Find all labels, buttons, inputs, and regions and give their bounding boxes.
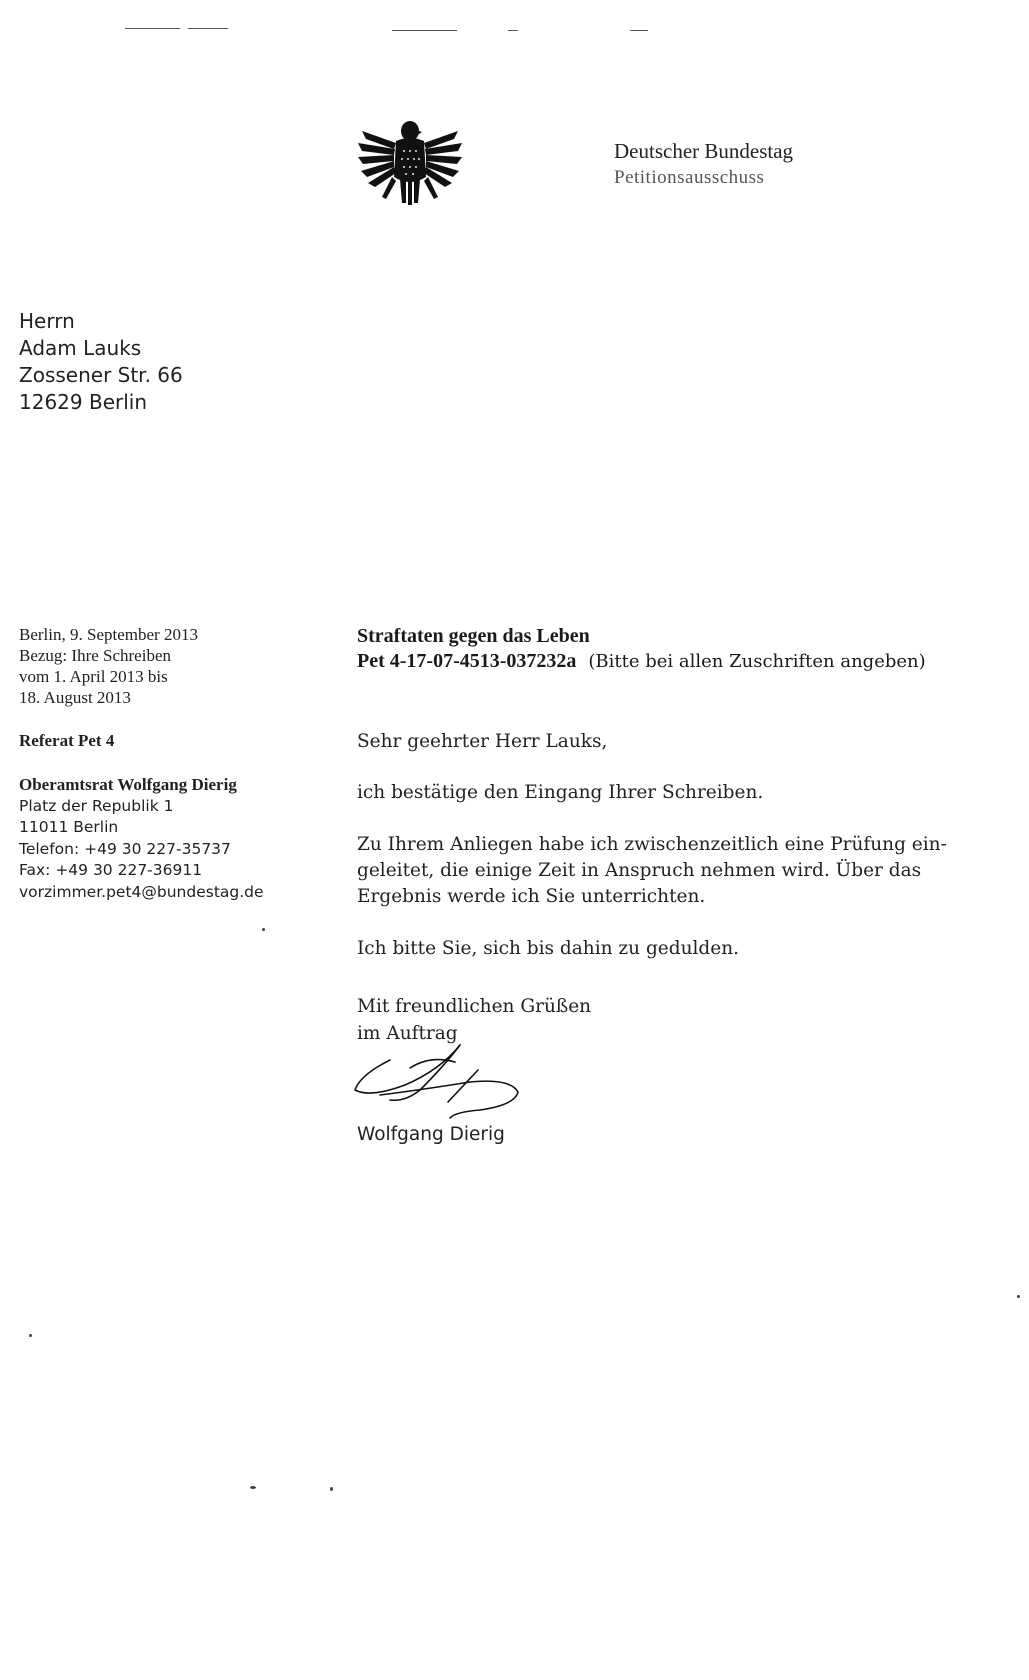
scan-artifact-line [188, 28, 228, 29]
scan-speck [1017, 1295, 1020, 1298]
letter-subject [357, 624, 926, 674]
reference-line: vom 1. April 2013 bis [19, 667, 168, 686]
sender-official: Oberamtsrat Wolfgang Dierig [19, 775, 237, 794]
scan-artifact-line [508, 30, 518, 31]
federal-eagle-logo [356, 117, 464, 207]
letter-closing [357, 993, 591, 1047]
body-line: geleitet, die einige Zeit in Anspruch nehmen wird. Über das [357, 860, 922, 881]
scan-speck [250, 1486, 256, 1489]
scan-artifact-line [630, 30, 648, 31]
department-name: Petitionsausschuss [614, 167, 765, 188]
sender-city: 11011 Berlin [19, 818, 119, 836]
reference-note: (Bitte bei allen Zuschriften angeben) [588, 651, 926, 672]
body-line: Zu Ihrem Anliegen habe ich zwischenzeitlich eine Prüfung ein- [357, 834, 947, 855]
handwritten-signature [350, 1040, 540, 1125]
scan-speck [330, 1487, 333, 1491]
letter-body [357, 729, 1007, 988]
body-paragraph [357, 832, 1007, 910]
date-line: Berlin, 9. September 2013 [19, 625, 198, 644]
body-salutation: Sehr geehrter Herr Lauks, [357, 731, 608, 752]
scan-artifact-line [392, 30, 457, 31]
closing-greeting: Mit freundlichen Grüßen [357, 996, 592, 1017]
sender-email[interactable]: vorzimmer.pet4@bundestag.de [19, 882, 264, 901]
petition-number: Pet 4-17-07-4513-037232a [357, 650, 577, 672]
sender-phone: Telefon: +49 30 227-35737 [19, 839, 231, 858]
recipient-salutation: Herrn [19, 309, 75, 333]
organization-name: Deutscher Bundestag [614, 139, 794, 163]
scan-speck [262, 928, 265, 931]
scan-artifact-line [125, 28, 180, 29]
signer-name: Wolfgang Dierig [357, 1124, 505, 1145]
recipient-address [19, 308, 183, 416]
referat-label: Referat Pet 4 [19, 731, 115, 750]
sender-contact [19, 774, 264, 903]
scan-speck [29, 1334, 32, 1337]
subject-title: Straftaten gegen das Leben [357, 625, 590, 647]
body-paragraph: ich bestätige den Eingang Ihrer Schreiben. [357, 782, 764, 803]
reference-line: Bezug: Ihre Schreiben [19, 646, 171, 665]
closing-on-behalf: im Auftrag [357, 1023, 458, 1044]
sender-street: Platz der Republik 1 [19, 796, 174, 815]
body-line: Ergebnis werde ich Sie unterrichten. [357, 886, 706, 907]
letter-meta [19, 624, 198, 708]
sender-fax: Fax: +49 30 227-36911 [19, 861, 203, 879]
recipient-street: Zossener Str. 66 [19, 363, 183, 387]
body-paragraph: Ich bitte Sie, sich bis dahin zu gedulden. [357, 938, 740, 959]
recipient-name: Adam Lauks [19, 336, 142, 360]
recipient-city: 12629 Berlin [19, 390, 148, 414]
reference-line: 18. August 2013 [19, 688, 131, 707]
